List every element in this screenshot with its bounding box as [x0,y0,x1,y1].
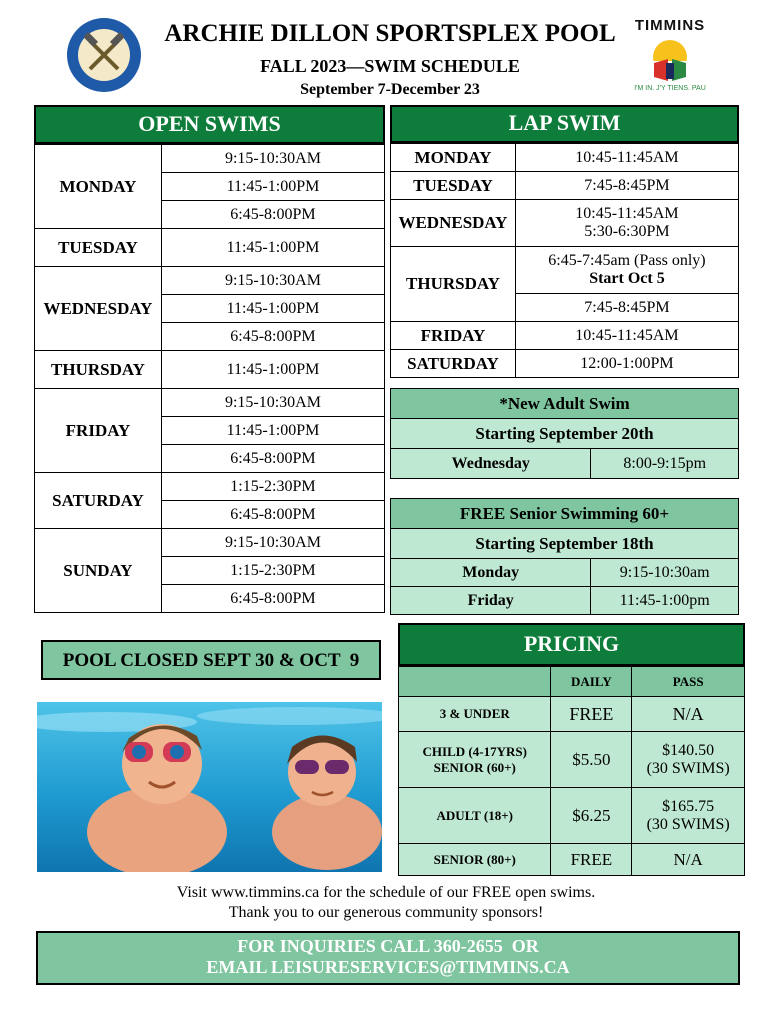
open-swim-row [35,351,385,389]
lap-time: 7:45-8:45PM [515,294,738,322]
pricing-row [399,788,745,844]
lap-time: 12:00-1:00PM [515,350,738,378]
city-seal-logo [66,17,142,93]
lap-time-line: 6:45-7:45am (Pass only) [548,252,706,269]
open-swim-day: WEDNESDAY [35,267,162,351]
open-swim-row [35,473,385,501]
lap-row [391,172,739,200]
pricing-pass-line: (30 SWIMS) [646,759,730,777]
pricing-pass-line: (30 SWIMS) [646,815,730,833]
open-swim-day: TUESDAY [35,229,162,267]
open-swim-time: 11:45-1:00PM [161,173,384,201]
adult-swim-start: Starting September 20th [391,419,739,449]
timmins-logo-text: TIMMINS [634,17,706,34]
open-swim-time: 9:15-10:30AM [161,267,384,295]
open-swim-row [35,529,385,557]
adult-swim-day: Wednesday [391,449,591,479]
pricing-category-line: SENIOR (60+) [433,759,516,775]
lap-row [391,200,739,247]
open-swims-header: OPEN SWIMS [34,105,385,144]
open-swim-time: 1:15-2:30PM [161,557,384,585]
open-swim-row [35,389,385,417]
senior-swim-title: FREE Senior Swimming 60+ [391,499,739,529]
pricing-daily: $6.25 [551,788,632,844]
schedule-dates: September 7-December 23 [300,81,480,98]
pricing-row [399,732,745,788]
pricing-pass [632,788,745,844]
senior-swim-time: 9:15-10:30am [591,559,739,587]
pricing-category [399,732,551,788]
pricing-daily-header: DAILY [551,667,632,697]
pricing-category: 3 & UNDER [399,697,551,732]
open-swim-row [35,267,385,295]
open-swim-time: 6:45-8:00PM [161,201,384,229]
senior-swim-start: Starting September 18th [391,529,739,559]
lap-time: 10:45-11:45AM [515,144,738,172]
lap-row [391,322,739,350]
pricing-pass-line: $140.50 [662,741,715,759]
pricing-pass: N/A [632,697,745,732]
pricing-pass: N/A [632,844,745,876]
pricing-header: PRICING [398,623,745,666]
open-swim-day: SATURDAY [35,473,162,529]
open-swims-table [34,144,385,613]
senior-swim-table [390,498,739,615]
open-swim-day: THURSDAY [35,351,162,389]
pricing-section [398,623,745,876]
lap-day: FRIDAY [391,322,516,350]
pricing-header-row [399,667,745,697]
lap-time [515,200,738,247]
pricing-pass-line: $165.75 [662,797,715,815]
pricing-table [398,666,745,876]
open-swim-time: 9:15-10:30AM [161,529,384,557]
pricing-row [399,697,745,732]
lap-day: THURSDAY [391,247,516,322]
lap-day: SATURDAY [391,350,516,378]
lap-row [391,350,739,378]
pool-closed-notice: POOL CLOSED SEPT 30 & OCT 9 [41,640,381,680]
lap-time-line: 10:45-11:45AM [575,205,679,222]
page-title: ARCHIE DILLON SPORTSPLEX POOL [164,20,616,47]
lap-swim-section [390,105,739,378]
pricing-category-line: CHILD (4-17YRS) [422,743,527,759]
pricing-category: ADULT (18+) [399,788,551,844]
adult-swim-time: 8:00-9:15pm [591,449,739,479]
lap-time: 10:45-11:45AM [515,322,738,350]
timmins-logo-tagline: I'M IN. J'Y TIENS. PAU [634,85,706,92]
footer-visit-text: Visit www.timmins.ca for the schedule of our FREE open swims. [176,884,596,901]
contact-phone: FOR INQUIRIES CALL 360-2655 OR [237,936,539,956]
pricing-category: SENIOR (80+) [399,844,551,876]
lap-row [391,144,739,172]
open-swims-section [34,105,385,613]
pricing-category-header [399,667,551,697]
senior-swim-day: Monday [391,559,591,587]
open-swim-day: FRIDAY [35,389,162,473]
lap-swim-header: LAP SWIM [390,105,739,143]
open-swim-time: 11:45-1:00PM [161,351,384,389]
lap-time-note: Start Oct 5 [589,270,665,287]
senior-swim-day: Friday [391,587,591,615]
open-swim-time: 9:15-10:30AM [161,389,384,417]
lap-time [515,247,738,294]
adult-swim-title: *New Adult Swim [391,389,739,419]
pricing-pass [632,732,745,788]
lap-day: TUESDAY [391,172,516,200]
page-subtitle: FALL 2023—SWIM SCHEDULE [260,56,520,76]
lap-time-line: 5:30-6:30PM [584,223,670,240]
lap-day: WEDNESDAY [391,200,516,247]
open-swim-day: MONDAY [35,145,162,229]
adult-swim-table [390,388,739,479]
kids-swimming-photo [37,702,382,872]
pricing-daily: FREE [551,697,632,732]
open-swim-time: 9:15-10:30AM [161,145,384,173]
open-swim-time: 6:45-8:00PM [161,501,384,529]
timmins-logo [628,15,712,101]
pricing-daily: FREE [551,844,632,876]
open-swim-time: 1:15-2:30PM [161,473,384,501]
lap-day: MONDAY [391,144,516,172]
lap-time: 7:45-8:45PM [515,172,738,200]
open-swim-time: 6:45-8:00PM [161,323,384,351]
open-swim-time: 11:45-1:00PM [161,417,384,445]
open-swim-row [35,145,385,173]
lap-swim-table [390,143,739,378]
pricing-row [399,844,745,876]
senior-swim-time: 11:45-1:00pm [591,587,739,615]
lap-row [391,247,739,294]
open-swim-time: 6:45-8:00PM [161,445,384,473]
open-swim-time: 11:45-1:00PM [161,229,384,267]
open-swim-time: 6:45-8:00PM [161,585,384,613]
open-swim-row [35,229,385,267]
footer-thanks-text: Thank you to our generous community sponsors! [228,904,544,921]
pricing-pass-header: PASS [632,667,745,697]
open-swim-time: 11:45-1:00PM [161,295,384,323]
pricing-daily: $5.50 [551,732,632,788]
open-swim-day: SUNDAY [35,529,162,613]
contact-banner [36,931,740,985]
contact-email: EMAIL LEISURESERVICES@TIMMINS.CA [206,957,570,977]
